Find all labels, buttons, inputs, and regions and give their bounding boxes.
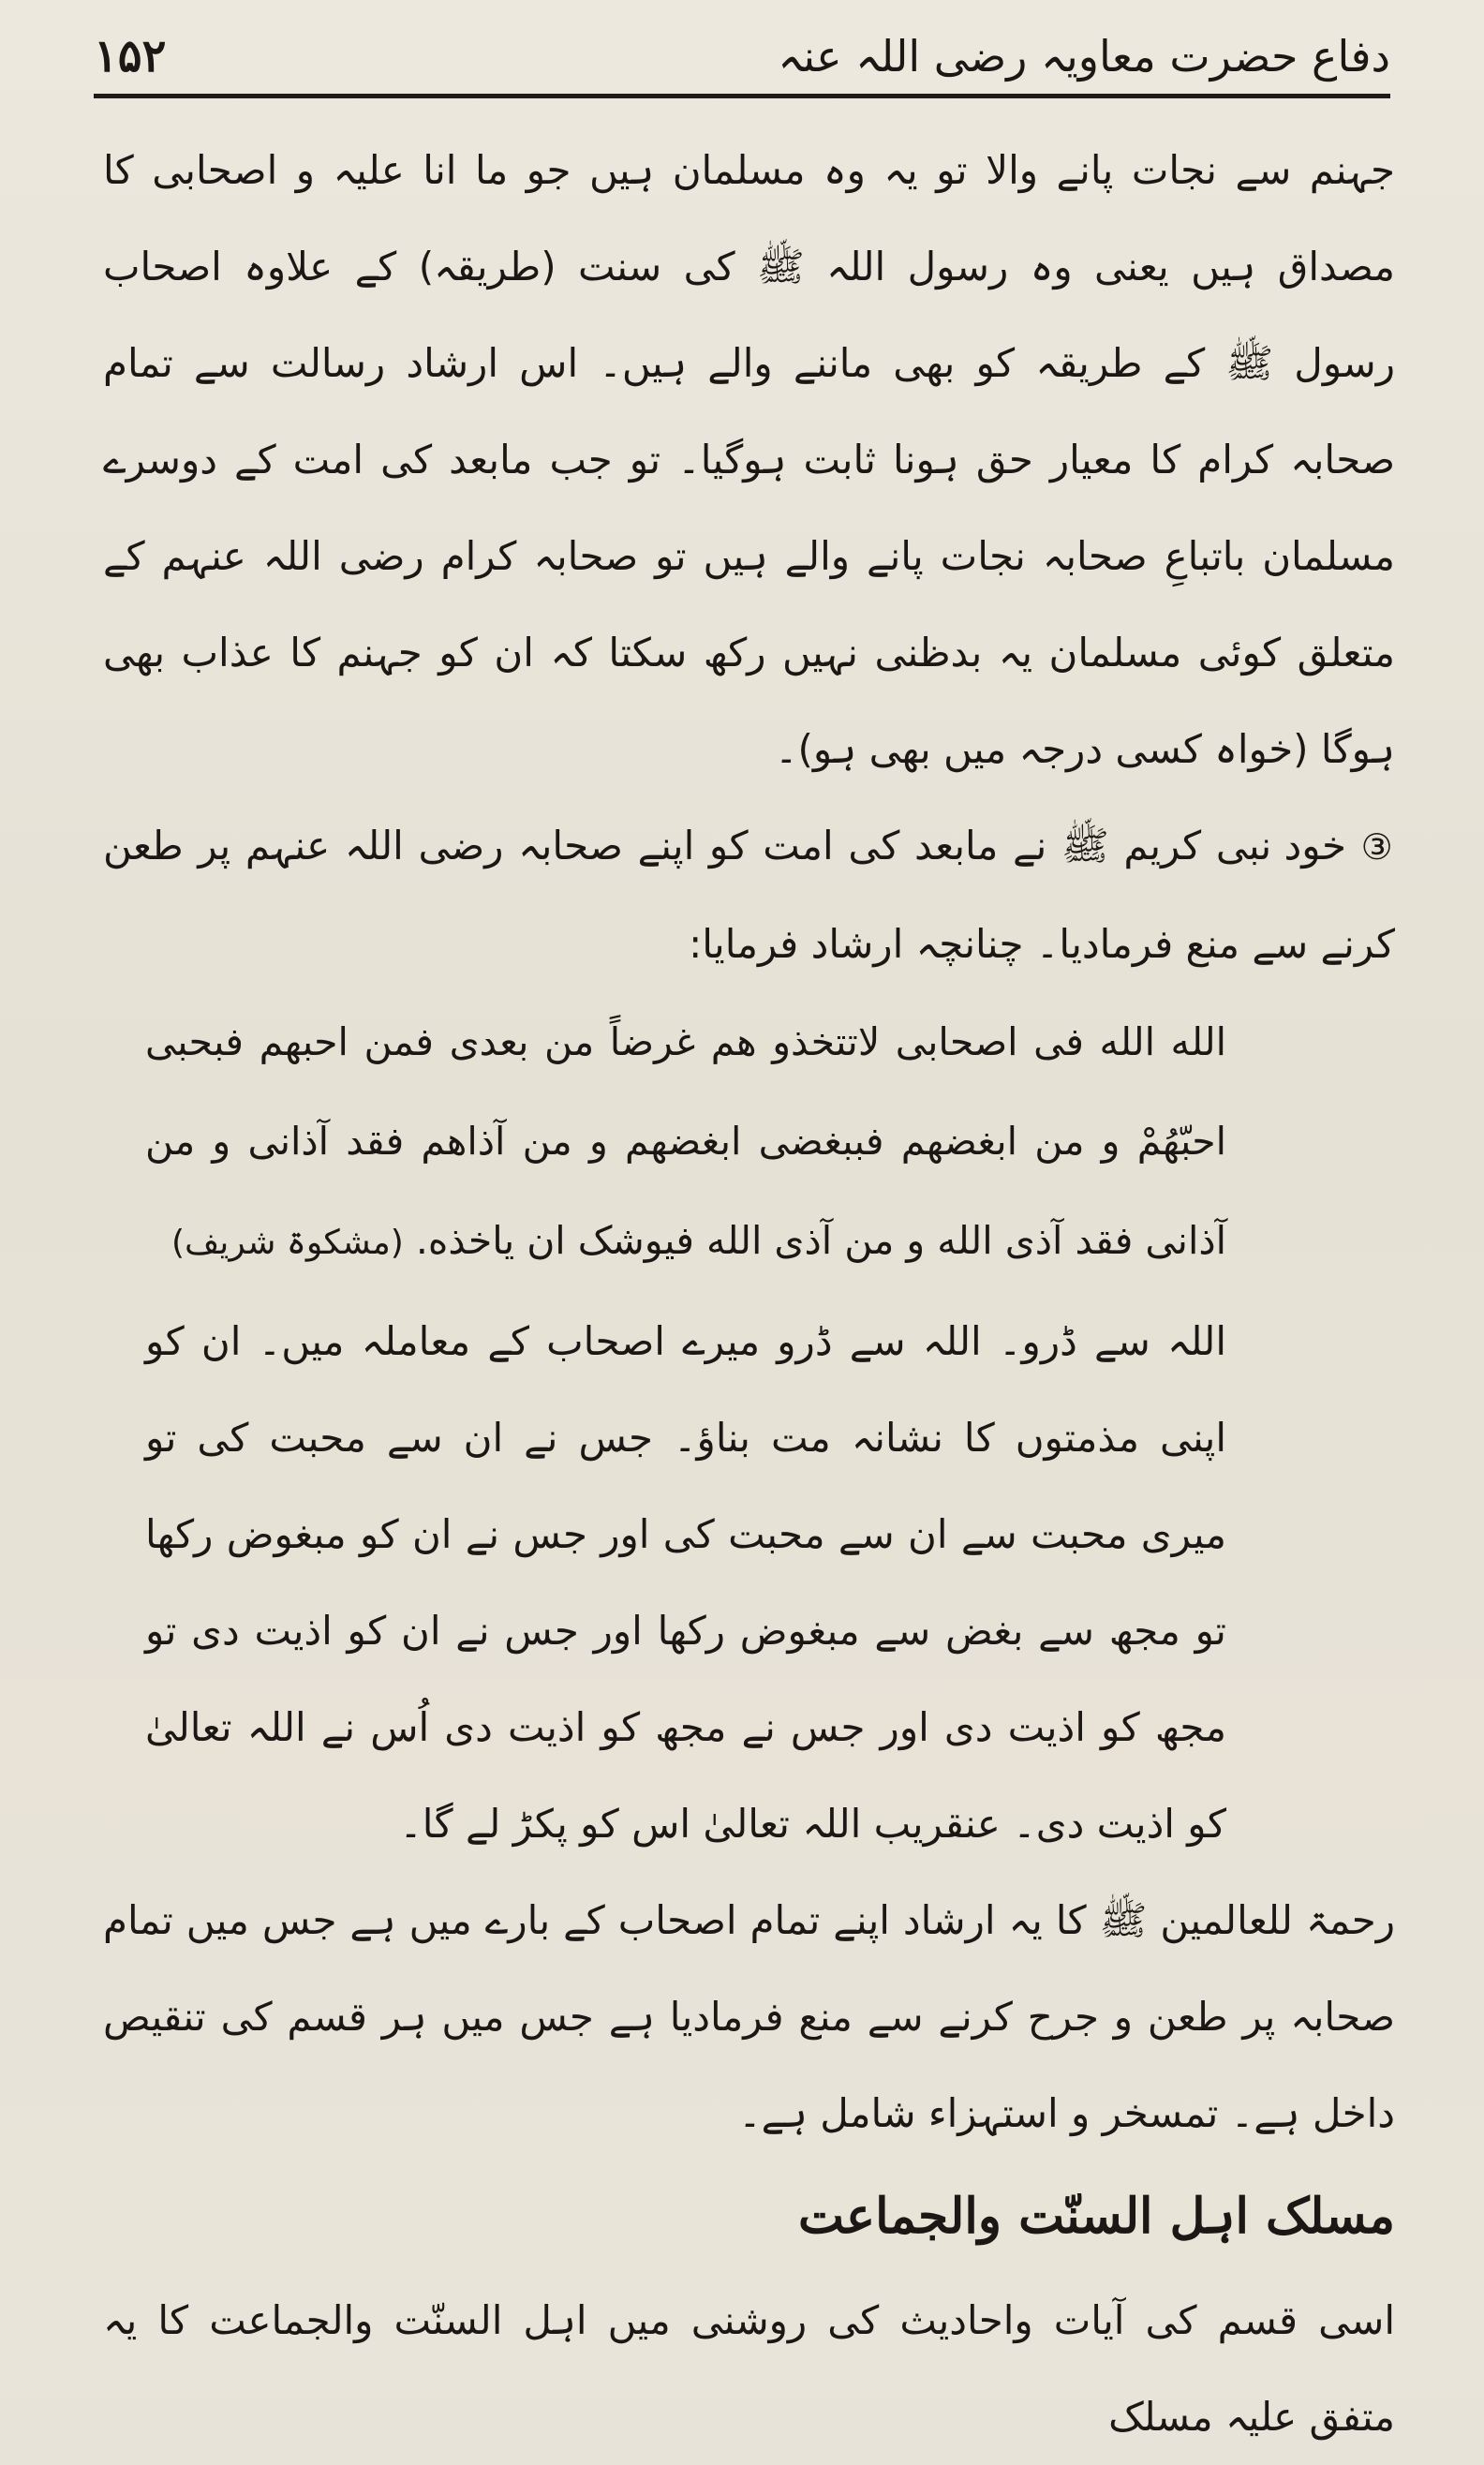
running-title: دفاع حضرت معاویہ رضی اللہ عنہ [778,31,1390,82]
paragraph-3: رحمۃ للعالمین ﷺ کا یہ ارشاد اپنے تمام اصحاب کے بارے میں ہے جس میں تمام صحابہ پر طعن و جرح کرنے سے منع فرمادیا ہے جس میں ہر قسم کی تنقیص داخل ہے۔ تمسخر و استہزاء شامل ہے۔ [103,1897,1395,2136]
arabic-quote-text: الله الله فی اصحابی لاتتخذو هم غرضاً من بعدی فمن احبهم فبحبی احبّهُمْ و من ابغضهم فببغضی ابغضهم و من آذاهم فقد آذانی و من آذانی فقد آذی الله و من آذی الله فیوشک ان یاخذه. [145,1019,1226,1263]
page-number: ۱۵۲ [94,30,167,82]
paragraph-2 [103,797,1395,992]
arabic-hadith-quote [145,992,1226,1293]
paragraph-1: جہنم سے نجات پانے والا تو یہ وہ مسلمان ہیں جو ما انا علیہ و اصحابی کا مصداق ہیں یعنی وہ رسول اللہ ﷺ کی سنت (طریقہ) کے علاوہ اصحاب رسول ﷺ کے طریقہ کو بھی ماننے والے ہیں۔ اس ارشاد رسالت سے تمام صحابہ کرام کا معیار حق ہونا ثابت ہوگیا۔ تو جب مابعد کی امت کے دوسرے مسلمان باتباعِ صحابہ نجات پانے والے ہیں تو صحابہ کرام رضی اللہ عنہم کے متعلق کوئی مسلمان یہ بدظنی نہیں رکھ سکتا کہ ان کو جہنم کا عذاب بھی ہوگا (خواہ کسی درجہ میں بھی ہو)۔ [103,147,1395,772]
paragraph-2-text: خود نبی کریم ﷺ نے مابعد کی امت کو اپنے صحابہ رضی اللہ عنہم پر طعن کرنے سے منع فرمادیا۔ چنانچہ ارشاد فرمایا: [103,823,1395,967]
page-content [103,122,1395,2465]
paragraph-number: ③ [1360,826,1395,868]
section-heading: مسلک اہل السنّت والجماعت [798,2188,1395,2245]
page-header [94,21,1390,96]
hadith-citation: (مشکوۃ شریف) [171,1224,404,1262]
header-rule [94,94,1390,98]
paragraph-4: اسی قسم کی آیات واحادیث کی روشنی میں اہل السنّت والجماعت کا یہ متفق علیہ مسلک [103,2297,1395,2440]
urdu-translation: اللہ سے ڈرو۔ اللہ سے ڈرو میرے اصحاب کے معاملہ میں۔ ان کو اپنی مذمتوں کا نشانہ مت بناؤ۔ جس نے ان سے محبت کی تو میری محبت سے ان سے محبت کی اور جس نے ان کو مبغوض رکھا تو مجھ سے بغض سے مبغوض رکھا اور جس نے ان کو اذیت دی تو مجھ کو اذیت دی اور جس نے مجھ کو اذیت دی اُس نے اللہ تعالیٰ کو اذیت دی۔ عنقریب اللہ تعالیٰ اس کو پکڑ لے گا۔ [145,1318,1226,1847]
